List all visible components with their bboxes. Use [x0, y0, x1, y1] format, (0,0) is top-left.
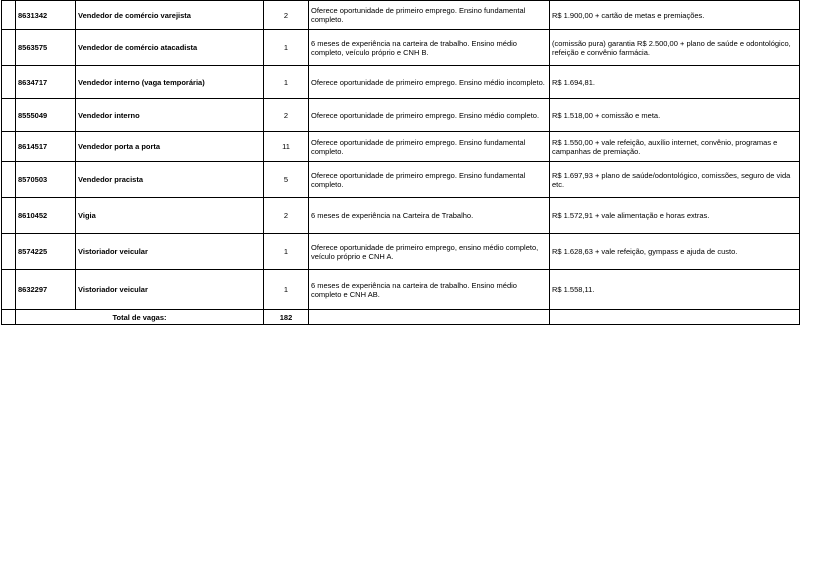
job-vacancies-table: [1, 0, 800, 325]
vacancy-title: Vendedor pracista: [76, 162, 264, 198]
vacancy-requirements: 6 meses de experiência na carteira de trabalho. Ensino médio completo e CNH AB.: [309, 270, 550, 310]
row-gutter-cell: [2, 30, 16, 66]
vacancy-code: 8574225: [16, 234, 76, 270]
table-row: [2, 270, 800, 310]
total-value: 182: [264, 310, 309, 325]
row-gutter-cell: [2, 99, 16, 132]
vacancy-quantity: 1: [264, 66, 309, 99]
vacancy-benefits: R$ 1.900,00 + cartão de metas e premiações.: [550, 1, 800, 30]
vacancy-title: Vistoriador veicular: [76, 270, 264, 310]
table-body: [2, 1, 800, 325]
vacancy-code: 8570503: [16, 162, 76, 198]
row-gutter-cell: [2, 1, 16, 30]
vacancy-quantity: 11: [264, 132, 309, 162]
vacancy-quantity: 2: [264, 1, 309, 30]
vacancy-code: 8634717: [16, 66, 76, 99]
vacancy-code: 8631342: [16, 1, 76, 30]
vacancy-requirements: 6 meses de experiência na carteira de trabalho. Ensino médio completo, veículo próprio e CNH B.: [309, 30, 550, 66]
table-row: [2, 66, 800, 99]
table-row: [2, 30, 800, 66]
row-gutter-cell: [2, 310, 16, 325]
vacancy-quantity: 5: [264, 162, 309, 198]
row-gutter-cell: [2, 198, 16, 234]
vacancy-benefits: R$ 1.694,81.: [550, 66, 800, 99]
vacancy-quantity: 1: [264, 270, 309, 310]
vacancy-title: Vendedor porta a porta: [76, 132, 264, 162]
vacancy-code: 8614517: [16, 132, 76, 162]
table-row: [2, 132, 800, 162]
vacancy-benefits: R$ 1.558,11.: [550, 270, 800, 310]
vacancy-requirements: Oferece oportunidade de primeiro emprego. Ensino médio completo.: [309, 99, 550, 132]
vacancy-quantity: 1: [264, 30, 309, 66]
row-gutter-cell: [2, 162, 16, 198]
vacancy-benefits: (comissão pura) garantia R$ 2.500,00 + plano de saúde e odontológico, refeição e convênio farmácia.: [550, 30, 800, 66]
empty-cell: [309, 310, 550, 325]
total-row: [2, 310, 800, 325]
table-row: [2, 1, 800, 30]
vacancy-benefits: R$ 1.550,00 + vale refeição, auxílio internet, convênio, programas e campanhas de premiação.: [550, 132, 800, 162]
vacancy-requirements: 6 meses de experiência na Carteira de Trabalho.: [309, 198, 550, 234]
vacancy-code: 8632297: [16, 270, 76, 310]
row-gutter-cell: [2, 270, 16, 310]
vacancy-title: Vistoriador veicular: [76, 234, 264, 270]
vacancy-title: Vendedor de comércio varejista: [76, 1, 264, 30]
empty-cell: [550, 310, 800, 325]
vacancy-code: 8610452: [16, 198, 76, 234]
row-gutter-cell: [2, 132, 16, 162]
row-gutter-cell: [2, 66, 16, 99]
vacancy-title: Vigia: [76, 198, 264, 234]
vacancy-benefits: R$ 1.572,91 + vale alimentação e horas extras.: [550, 198, 800, 234]
vacancy-requirements: Oferece oportunidade de primeiro emprego. Ensino fundamental completo.: [309, 132, 550, 162]
vacancy-code: 8563575: [16, 30, 76, 66]
table-row: [2, 162, 800, 198]
vacancy-benefits: R$ 1.628,63 + vale refeição, gympass e ajuda de custo.: [550, 234, 800, 270]
vacancy-title: Vendedor de comércio atacadista: [76, 30, 264, 66]
vacancy-quantity: 2: [264, 99, 309, 132]
total-label: Total de vagas:: [16, 310, 264, 325]
vacancy-quantity: 2: [264, 198, 309, 234]
vacancy-requirements: Oferece oportunidade de primeiro emprego, ensino médio completo, veículo próprio e CNH A.: [309, 234, 550, 270]
vacancy-benefits: R$ 1.518,00 + comissão e meta.: [550, 99, 800, 132]
table-row: [2, 198, 800, 234]
vacancy-title: Vendedor interno (vaga temporária): [76, 66, 264, 99]
vacancy-requirements: Oferece oportunidade de primeiro emprego. Ensino médio incompleto.: [309, 66, 550, 99]
vacancy-requirements: Oferece oportunidade de primeiro emprego. Ensino fundamental completo.: [309, 1, 550, 30]
row-gutter-cell: [2, 234, 16, 270]
table-row: [2, 99, 800, 132]
vacancy-code: 8555049: [16, 99, 76, 132]
vacancy-benefits: R$ 1.697,93 + plano de saúde/odontológico, comissões, seguro de vida etc.: [550, 162, 800, 198]
vacancy-title: Vendedor interno: [76, 99, 264, 132]
vacancy-requirements: Oferece oportunidade de primeiro emprego. Ensino fundamental completo.: [309, 162, 550, 198]
table-row: [2, 234, 800, 270]
vacancy-quantity: 1: [264, 234, 309, 270]
